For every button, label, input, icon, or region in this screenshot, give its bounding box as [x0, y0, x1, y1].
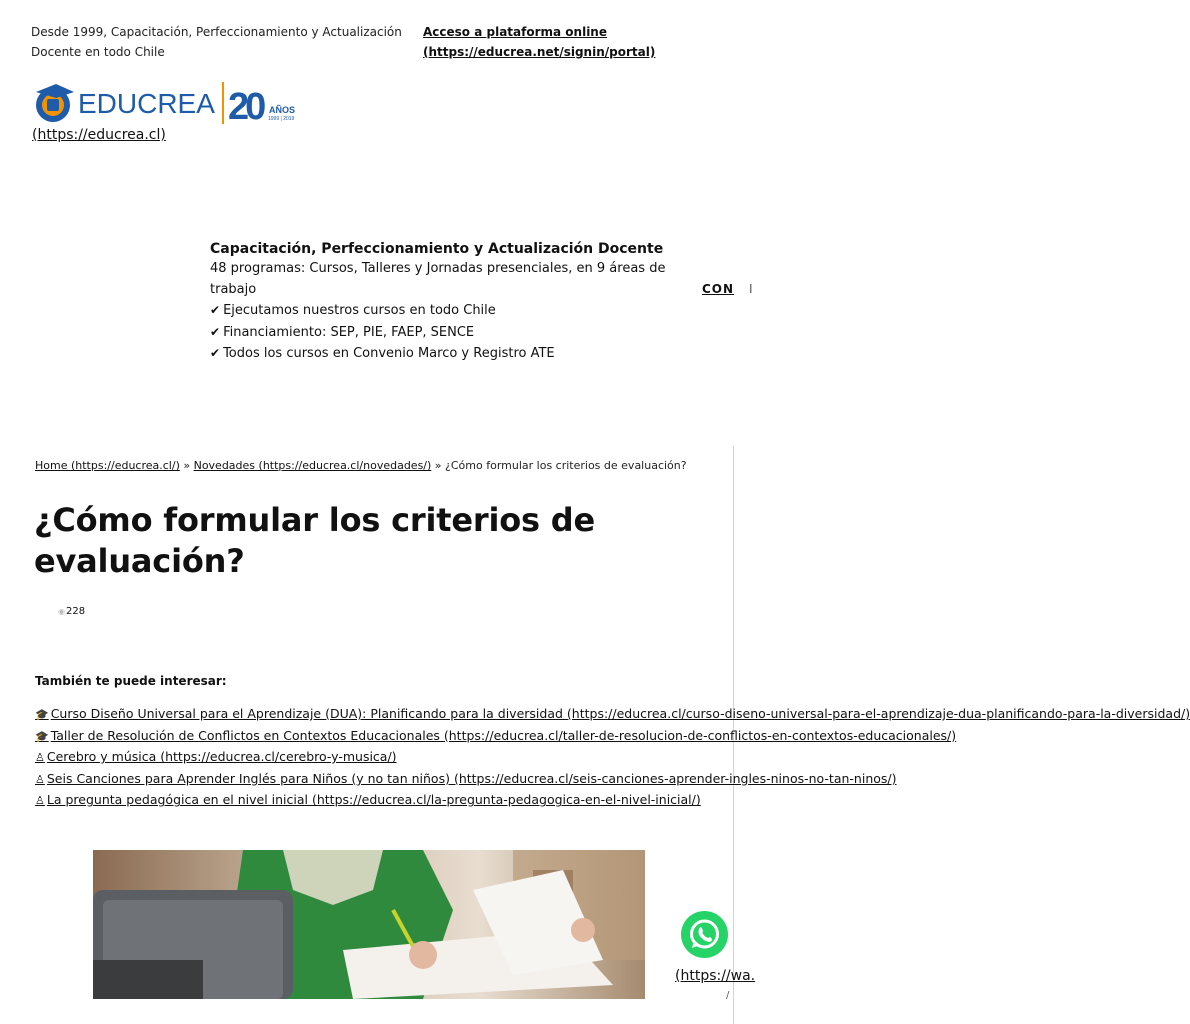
hero-photo	[93, 850, 645, 999]
promo-subtitle: 48 programas: Cursos, Talleres y Jornadas presenciales, en 9 áreas de trabajo	[210, 261, 666, 297]
breadcrumb-separator: »	[434, 459, 442, 472]
logo-divider	[222, 82, 224, 124]
list-item	[35, 747, 707, 769]
graduation-cap-icon: 🎓	[35, 708, 49, 721]
platform-access-label: Acceso a plataforma online	[423, 25, 607, 39]
breadcrumb-current: ¿Cómo formular los criterios de evaluación?	[445, 459, 687, 472]
related-link-text: La pregunta pedagógica en el nivel inicial (https://educrea.cl/la-pregunta-pedagogica-en-el-nivel-inicial/)	[46, 792, 701, 808]
list-item	[35, 790, 707, 812]
reader-icon: ♙	[35, 794, 45, 808]
whatsapp-icon	[681, 911, 728, 958]
promo-bullet	[210, 300, 680, 322]
related-link-text: Curso Diseño Universal para el Aprendizaje (DUA): Planificando para la diversidad (https://educrea.cl/curso-diseno-universal-para-el-aprendizaje-dua-planificando-para-la-diversidad/)	[50, 706, 1190, 721]
promo-bullet-text: Ejecutamos nuestros cursos en todo Chile	[223, 303, 496, 318]
check-icon: ✔	[210, 346, 221, 360]
logo-anniversary-number: 20	[228, 86, 263, 128]
promo-bullet	[210, 343, 680, 365]
logo-brand-text: EDUCREA	[78, 88, 215, 119]
list-item	[35, 769, 897, 791]
promo-bullet	[210, 322, 680, 344]
reader-icon: ♙	[35, 772, 45, 786]
breadcrumb	[35, 457, 687, 475]
breadcrumb-separator: »	[183, 459, 191, 472]
article-hero-image	[93, 850, 645, 999]
related-link[interactable]	[35, 706, 1190, 721]
breadcrumb-novedades-link[interactable]: Novedades (https://educrea.cl/novedades/)	[193, 459, 432, 472]
related-list	[35, 704, 1190, 812]
reader-icon: ♙	[35, 751, 45, 765]
promo-bullet-text: Financiamiento: SEP, PIE, FAEP, SENCE	[223, 324, 475, 340]
related-link[interactable]	[35, 771, 897, 786]
list-item	[35, 726, 957, 748]
list-item	[35, 704, 1190, 726]
breadcrumb-home-link[interactable]: Home (https://educrea.cl/)	[35, 459, 180, 472]
platform-access-url: (https://educrea.net/signin/portal)	[423, 45, 656, 59]
promo-block	[210, 239, 680, 365]
related-link[interactable]	[35, 792, 701, 807]
whatsapp-url-link[interactable]: (https://wa.	[675, 968, 756, 984]
page-title: ¿Cómo formular los criterios de evaluación?	[34, 501, 595, 580]
related-link-text: Seis Canciones para Aprender Inglés para Niños (y no tan niños) (https://educrea.cl/seis-canciones-aprender-ingles-ninos-no-tan-ninos/)	[46, 770, 897, 786]
educrea-logo-graphic	[34, 80, 304, 126]
related-link[interactable]	[35, 749, 397, 764]
whatsapp-button[interactable]	[681, 911, 728, 958]
related-link-text: Cerebro y música (https://educrea.cl/cerebro-y-musica/)	[46, 749, 397, 765]
logo-url-link[interactable]: (https://educrea.cl)	[32, 127, 166, 143]
view-count: 228	[65, 606, 86, 617]
related-heading: También te puede interesar:	[35, 674, 227, 688]
logo-anniversary-years: 1999 | 2019	[268, 116, 295, 122]
logo-mark	[36, 84, 74, 122]
eye-icon: ◉	[58, 607, 65, 616]
nav-con-link[interactable]: CON	[702, 282, 735, 296]
check-icon: ✔	[210, 324, 221, 339]
platform-access-link[interactable]	[423, 22, 683, 62]
related-link[interactable]	[35, 728, 956, 743]
educrea-logo[interactable]	[34, 80, 304, 126]
graduation-cap-icon: 🎓	[35, 729, 49, 743]
view-counter	[58, 605, 85, 619]
logo-anniversary-word: AÑOS	[269, 105, 296, 115]
whatsapp-slash: /	[726, 990, 730, 1001]
promo-title: Capacitación, Perfeccionamiento y Actualización Docente	[210, 241, 664, 257]
promo-bullet-text: Todos los cursos en Convenio Marco y Registro ATE	[223, 346, 555, 361]
top-tagline: Desde 1999, Capacitación, Perfeccionamiento y Actualización Docente en todo Chile	[31, 25, 402, 59]
related-link-text: Taller de Resolución de Conflictos en Contextos Educacionales (https://educrea.cl/taller-de-resolucion-de-conflictos-en-contextos-educacionales/)	[50, 727, 957, 743]
check-icon: ✔	[210, 303, 221, 317]
nav-cut-off-item[interactable]: I	[749, 282, 753, 296]
